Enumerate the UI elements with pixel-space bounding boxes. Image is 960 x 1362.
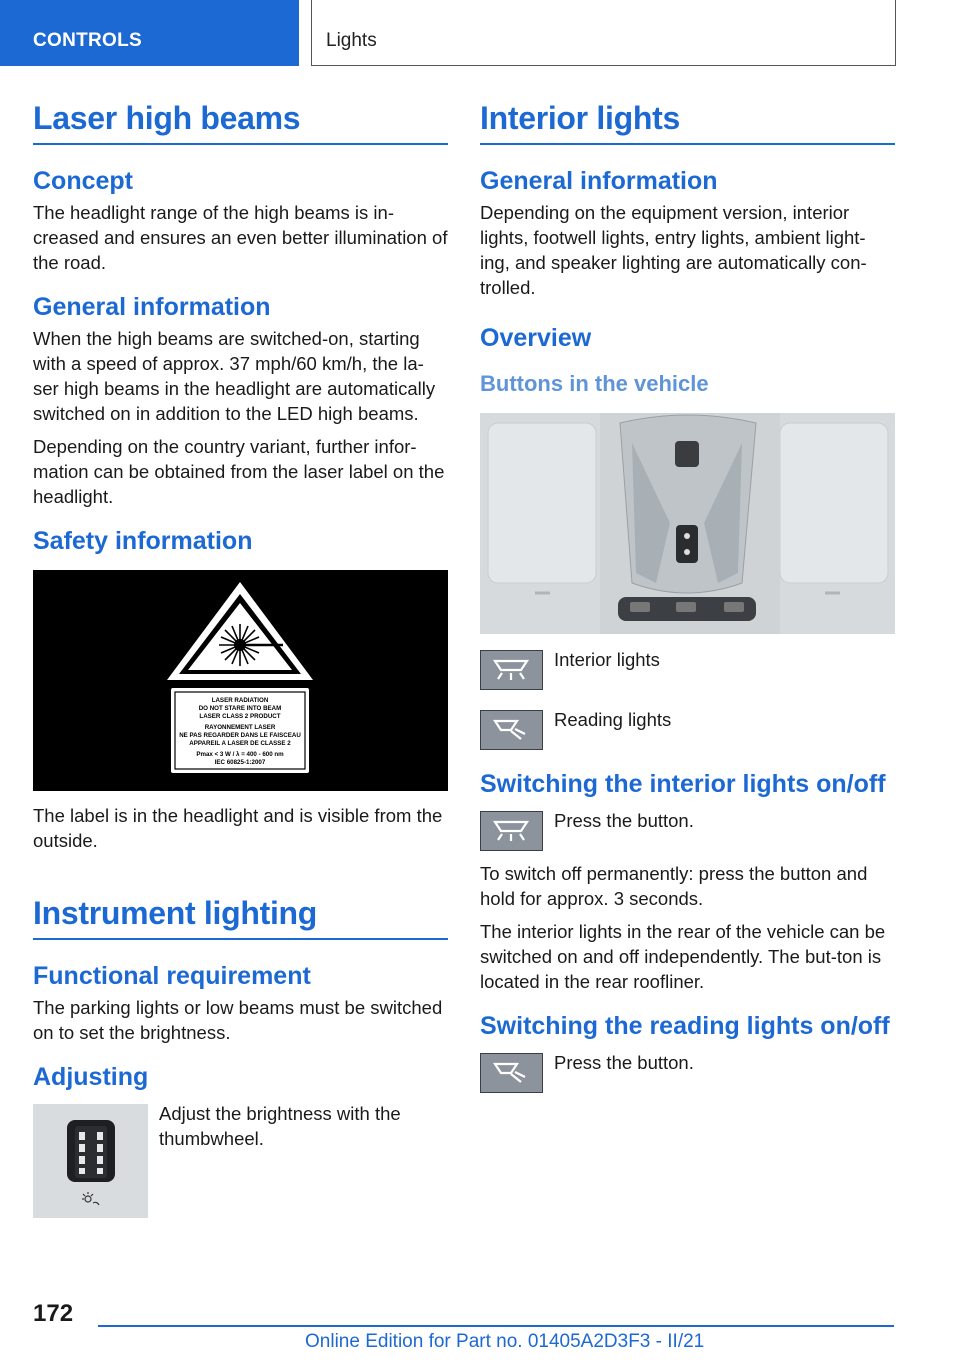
laser-label-line-4: RAYONNEMENT LASER bbox=[204, 723, 276, 731]
interior-lights-label: Interior lights bbox=[554, 648, 660, 670]
switching-interior-heading: Switching the interior lights on/off bbox=[480, 769, 886, 798]
laser-label-line-7: Pmax < 3 W / λ = 400 - 600 nm bbox=[196, 750, 284, 758]
interior-light-button-icon bbox=[480, 650, 543, 690]
laser-label-line-5: NE PAS REGARDER DANS LE FAISCEAU bbox=[179, 731, 301, 739]
interior-general-text: Depending on the equipment version, interior lights, footwell lights, entry lights, ambient light-ing, and speaker lighting are automatically con-trolled. bbox=[480, 201, 867, 298]
safety-text: The label is in the headlight and is visible from the outside. bbox=[33, 804, 443, 851]
functional-requirement-text: The parking lights or low beams must be switched on to set the brightness. bbox=[33, 996, 443, 1043]
page-header bbox=[0, 0, 960, 66]
switching-reading-heading: Switching the reading lights on/off bbox=[480, 1011, 890, 1040]
laser-label-line-8: IEC 60825-1:2007 bbox=[214, 758, 266, 766]
general-info-text-1: When the high beams are switched-on, starting with a speed of approx. 37 mph/60 km/h, the la-ser high beams in the headlight are automatically switched on in addition to the LED high beams. bbox=[33, 327, 436, 424]
interior-light-button-icon-2 bbox=[480, 811, 543, 851]
general-info-heading: General information bbox=[33, 292, 271, 321]
buttons-in-vehicle-heading: Buttons in the vehicle bbox=[480, 370, 709, 396]
interior-lights-title: Interior lights bbox=[480, 100, 895, 145]
laser-label-line-6: APPAREIL A LASER DE CLASSE 2 bbox=[189, 739, 291, 747]
reading-light-button-icon-2 bbox=[480, 1053, 543, 1093]
overview-heading: Overview bbox=[480, 323, 592, 352]
page-number: 172 bbox=[33, 1300, 74, 1327]
topic-title: Lights bbox=[311, 0, 896, 66]
press-button-text: Press the button. bbox=[554, 809, 694, 831]
reading-lights-legend bbox=[480, 710, 895, 750]
adjusting-heading: Adjusting bbox=[33, 1062, 149, 1091]
thumbwheel-image bbox=[33, 1104, 148, 1218]
laser-warning-label-image bbox=[33, 570, 448, 791]
general-info-text-2: Depending on the country variant, further infor-mation can be obtained from the laser label on the headlight. bbox=[33, 435, 445, 507]
instrument-lighting-title: Instrument lighting bbox=[33, 895, 448, 940]
laser-warning-label bbox=[33, 570, 448, 791]
interior-lights-legend bbox=[480, 650, 895, 690]
laser-label-line-1: LASER RADIATION bbox=[211, 696, 269, 704]
roofliner-buttons-image bbox=[480, 413, 895, 634]
section-tab: CONTROLS bbox=[0, 0, 299, 66]
functional-requirement-heading: Functional requirement bbox=[33, 961, 311, 990]
reading-press-row bbox=[480, 1053, 895, 1093]
footer-divider bbox=[98, 1325, 894, 1327]
left-column bbox=[33, 100, 448, 1218]
interior-press-row bbox=[480, 811, 895, 851]
adjusting-text: Adjust the brightness with the thumbwheel. bbox=[159, 1102, 401, 1149]
reading-lights-label: Reading lights bbox=[554, 708, 672, 730]
concept-text: The headlight range of the high beams is in-creased and ensures an even better illumination of the road. bbox=[33, 201, 448, 273]
right-column bbox=[480, 100, 895, 1113]
interior-general-heading: General information bbox=[480, 166, 718, 195]
reading-light-button-icon bbox=[480, 710, 543, 750]
laser-high-beams-title: Laser high beams bbox=[33, 100, 448, 145]
safety-info-heading: Safety information bbox=[33, 526, 253, 555]
concept-heading: Concept bbox=[33, 166, 133, 195]
footer-edition-text: Online Edition for Part no. 01405A2D3F3 - II/21 bbox=[305, 1331, 705, 1352]
laser-label-line-3: LASER CLASS 2 PRODUCT bbox=[199, 712, 281, 720]
rear-lights-text: The interior lights in the rear of the vehicle can be switched on and off independently. The but-ton is located in the rear roofliner. bbox=[480, 920, 886, 992]
switch-off-text: To switch off permanently: press the button and hold for approx. 3 seconds. bbox=[480, 862, 868, 909]
laser-label-line-2: DO NOT STARE INTO BEAM bbox=[198, 704, 282, 712]
adjusting-row bbox=[33, 1104, 448, 1218]
press-button-text-2: Press the button. bbox=[554, 1051, 694, 1073]
